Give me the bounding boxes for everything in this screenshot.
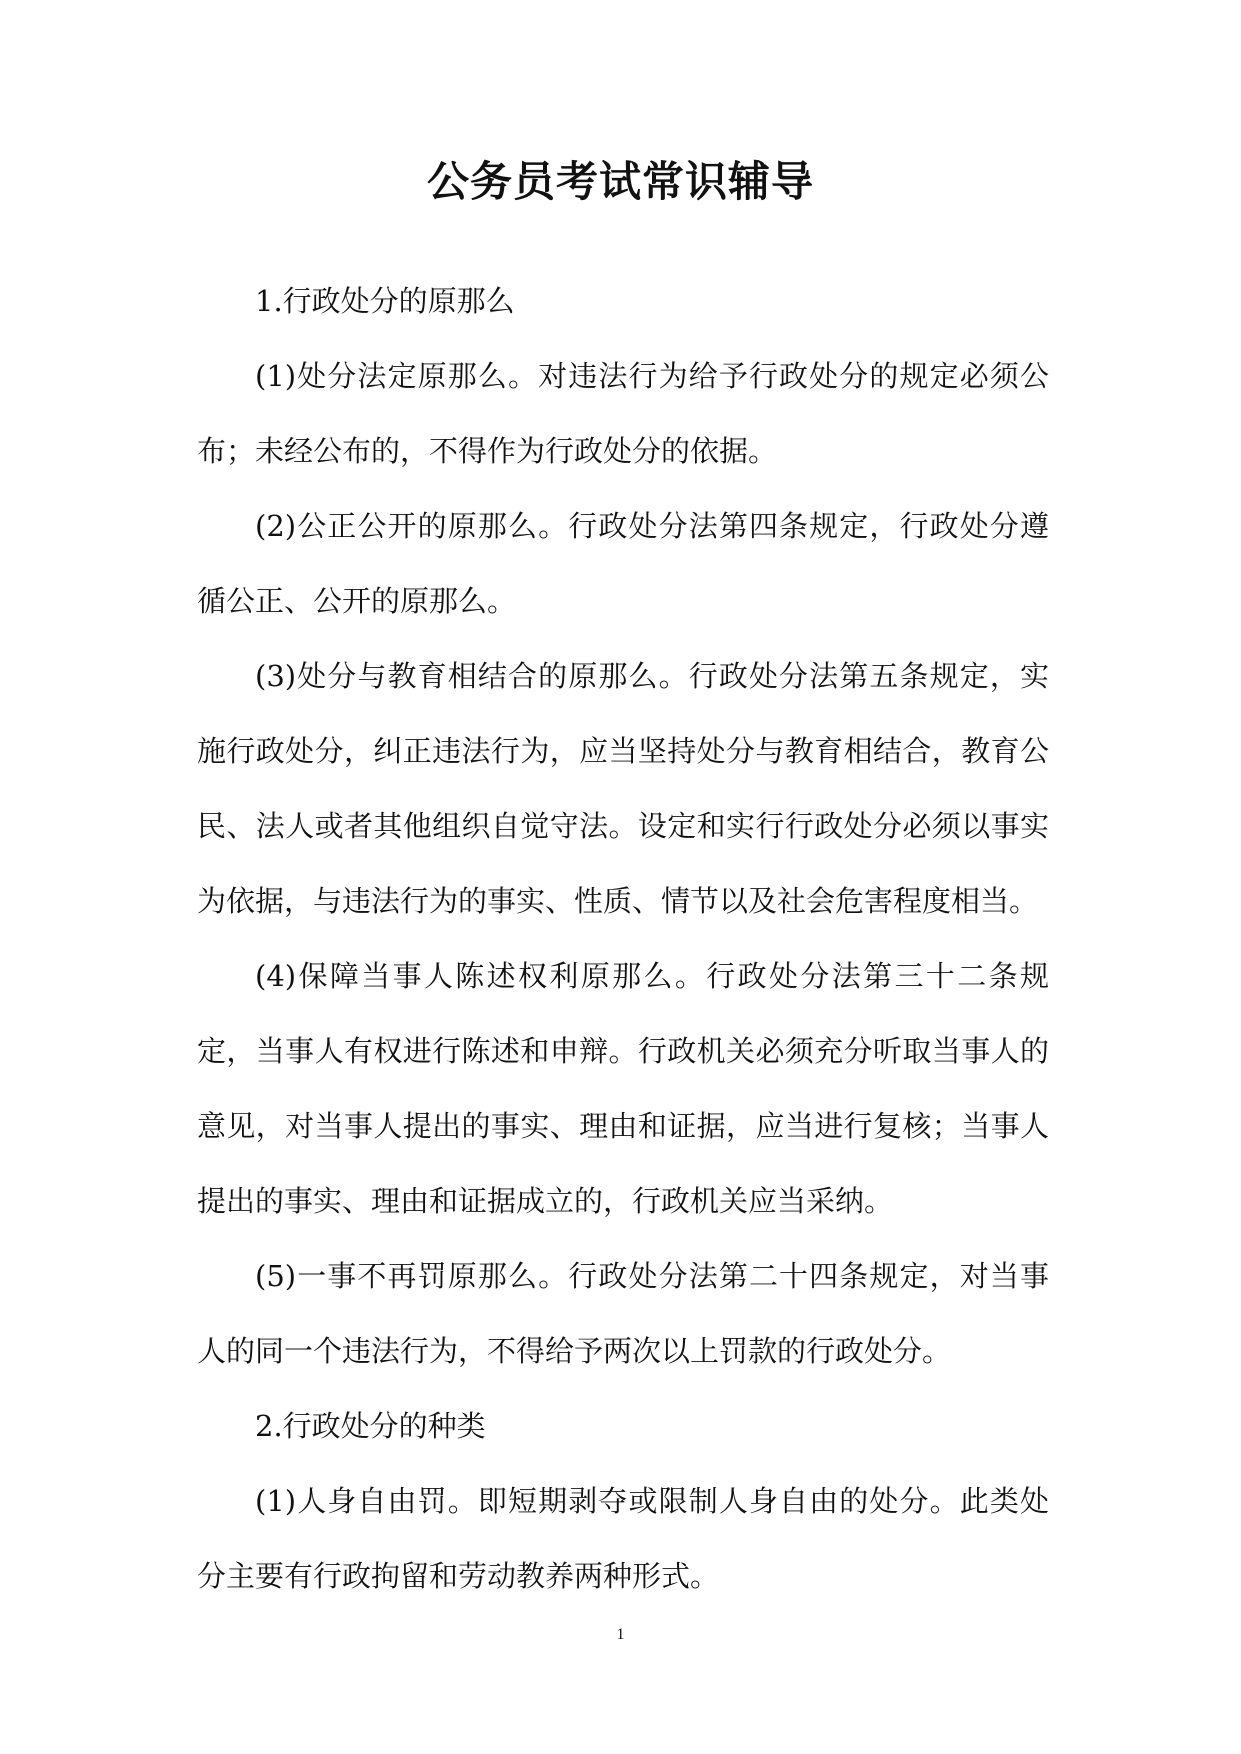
document-body <box>197 264 1049 1614</box>
heading-penalty-types: 2.行政处分的种类 <box>255 1409 486 1443</box>
paragraph-no-double-penalty-principle: (5)一事不再罚原那么。行政处分法第二十四条规定，对当事人的同一个违法行为，不得给予两次以上罚款的行政处分。 <box>197 1259 1049 1368</box>
page-number: 1 <box>616 1626 625 1643</box>
heading-principles: 1.行政处分的原那么 <box>255 284 515 318</box>
paragraph-fairness-principle: (2)公正公开的原那么。行政处分法第四条规定，行政处分遵循公正、公开的原那么。 <box>197 509 1049 618</box>
document-title: 公务员考试常识辅导 <box>426 157 814 206</box>
paragraph-education-principle: (3)处分与教育相结合的原那么。行政处分法第五条规定，实施行政处分，纠正违法行为，应当坚持处分与教育相结合，教育公民、法人或者其他组织自觉守法。设定和实行行政处分必须以事实为依据，与违法行为的事实、性质、情节以及社会危害程度相当。 <box>197 659 1049 918</box>
paragraph-legal-principle: (1)处分法定原那么。对违法行为给予行政处分的规定必须公布；未经公布的，不得作为行政处分的依据。 <box>197 359 1049 468</box>
paragraph-personal-freedom-penalty: (1)人身自由罚。即短期剥夺或限制人身自由的处分。此类处分主要有行政拘留和劳动教养两种形式。 <box>197 1484 1049 1593</box>
paragraph-statement-rights-principle: (4)保障当事人陈述权利原那么。行政处分法第三十二条规定，当事人有权进行陈述和申辩。行政机关必须充分听取当事人的意见，对当事人提出的事实、理由和证据，应当进行复核；当事人提出的事实、理由和证据成立的，行政机关应当采纳。 <box>197 959 1049 1218</box>
